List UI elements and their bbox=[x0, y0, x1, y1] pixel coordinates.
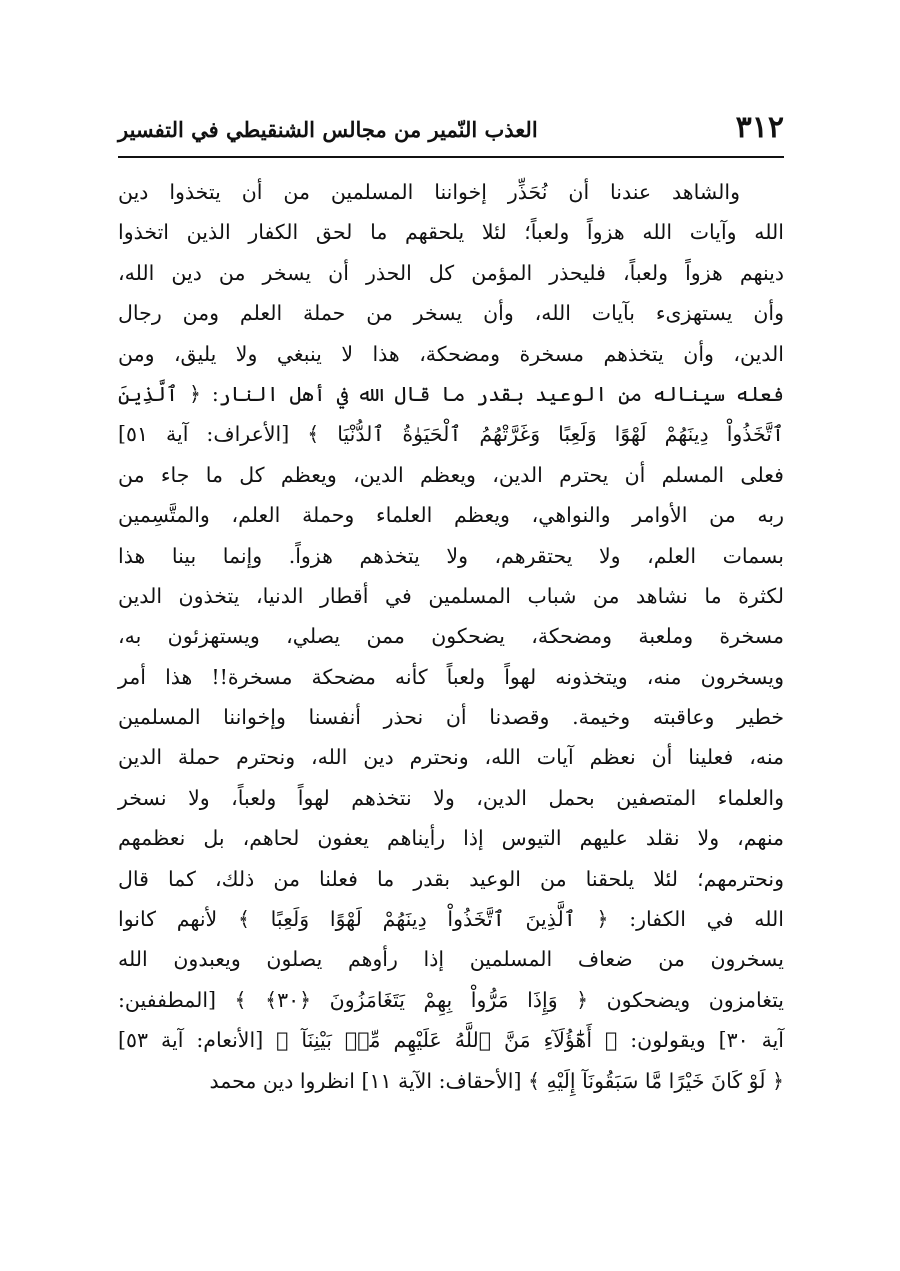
page-header bbox=[118, 110, 784, 150]
text-line: بسمات العلم، ولا يحتقرهم، ولا يتخذهم هزواً. وإنما بينا هذا bbox=[118, 543, 784, 568]
body-text bbox=[118, 172, 784, 1101]
text-line: والشاهد عندنا أن نُحَذِّر إخواننا المسلمين من أن يتخذوا دين bbox=[118, 180, 740, 204]
quran-verse-line: آية ٣٠] ويقولون: ﴿ أَهَٰٓؤُلَآءِ مَنَّ ٱللَّهُ عَلَيْهِم مِّنۢ بَيْنِنَآ ﴾ [الأنعام: آية ٥٣] bbox=[118, 1028, 784, 1053]
text-line: لكثرة ما نشاهد من شباب المسلمين في أقطار الدنيا، يتخذون الدين bbox=[118, 583, 784, 608]
quran-verse-line: ٱتَّخَذُواْ دِينَهُمْ لَهْوًا وَلَعِبًا وَغَرَّتْهُمُ ٱلْحَيَوٰةُ ٱلدُّنْيَا ﴾ [الأعراف: آية ٥١] bbox=[118, 422, 784, 447]
text-line: الدين، وأن يتخذهم مسخرة ومضحكة، هذا لا ينبغي ولا يليق، ومن bbox=[118, 341, 784, 366]
text-line: ويسخرون منه، ويتخذونه لهواً ولعباً كأنه مضحكة مسخرة!! هذا أمر bbox=[118, 664, 784, 689]
text-line: وأن يستهزىء بآيات الله، وأن يسخر من حملة العلم ومن رجال bbox=[118, 301, 784, 326]
text-line: منهم، ولا نقلد عليهم التيوس إذا رأيناهم يعفون لحاهم، بل نعظمهم bbox=[118, 826, 784, 851]
text-line: والعلماء المتصفين بحمل الدين، ولا نتخذهم لهواً ولعباً، ولا نسخر bbox=[118, 785, 784, 810]
text-line: خطير وعاقبته وخيمة. وقصدنا أن نحذر أنفسنا وإخواننا المسلمين bbox=[118, 705, 784, 730]
text-line: منه، فعلينا أن نعظم آيات الله، ونحترم دين الله، ونحترم حملة الدين bbox=[118, 745, 784, 770]
text-line: الله وآيات الله هزواً ولعباً؛ لئلا يلحقهم ما لحق الكفار الذين اتخذوا bbox=[118, 220, 784, 245]
text-line: فعلى المسلم أن يحترم الدين، ويعظم الدين، ويعظم كل ما جاء من bbox=[118, 462, 784, 487]
page-number: ٣١٢ bbox=[735, 110, 784, 145]
text-line: ونحترمهم؛ لئلا يلحقنا من الوعيد بقدر ما فعلنا من ذلك، كما قال bbox=[118, 866, 784, 891]
text-line: يسخرون من ضعاف المسلمين إذا رأوهم يصلون ويعبدون الله bbox=[118, 947, 784, 972]
text-line: دينهم هزواً ولعباً، فليحذر المؤمن كل الحذر أن يسخر من دين الله، bbox=[118, 260, 784, 285]
quran-verse-line: يتغامزون ويضحكون ﴿ وَإِذَا مَرُّواْ بِهِمْ يَتَغَامَزُونَ ﴿٣٠﴾ ﴾ [المطففين: bbox=[118, 987, 784, 1012]
quran-verse-line: الله في الكفار: ﴿ ٱلَّذِينَ ٱتَّخَذُواْ دِينَهُمْ لَهْوًا وَلَعِبًا ﴾ لأنهم كانوا bbox=[118, 907, 784, 932]
text-line: ربه من الأوامر والنواهي، ويعظم العلماء وحملة العلم، والمتَّسِمين bbox=[118, 503, 784, 528]
text-line: فعله سيناله من الوعيد بقدر ما قال الله في أهل النار: ﴿ ٱلَّذِينَ bbox=[118, 381, 784, 406]
running-title: العذب النّمير من مجالس الشنقيطي في التفسير bbox=[118, 117, 538, 142]
header-divider bbox=[118, 156, 784, 158]
text-line: مسخرة وملعبة ومضحكة، يضحكون ممن يصلي، ويستهزئون به، bbox=[118, 624, 784, 649]
quran-verse-line: ﴿ لَوْ كَانَ خَيْرًا مَّا سَبَقُونَآ إِلَيْهِ ﴾ [الأحقاف: الآية ١١] انظروا دين محمد bbox=[209, 1068, 784, 1093]
